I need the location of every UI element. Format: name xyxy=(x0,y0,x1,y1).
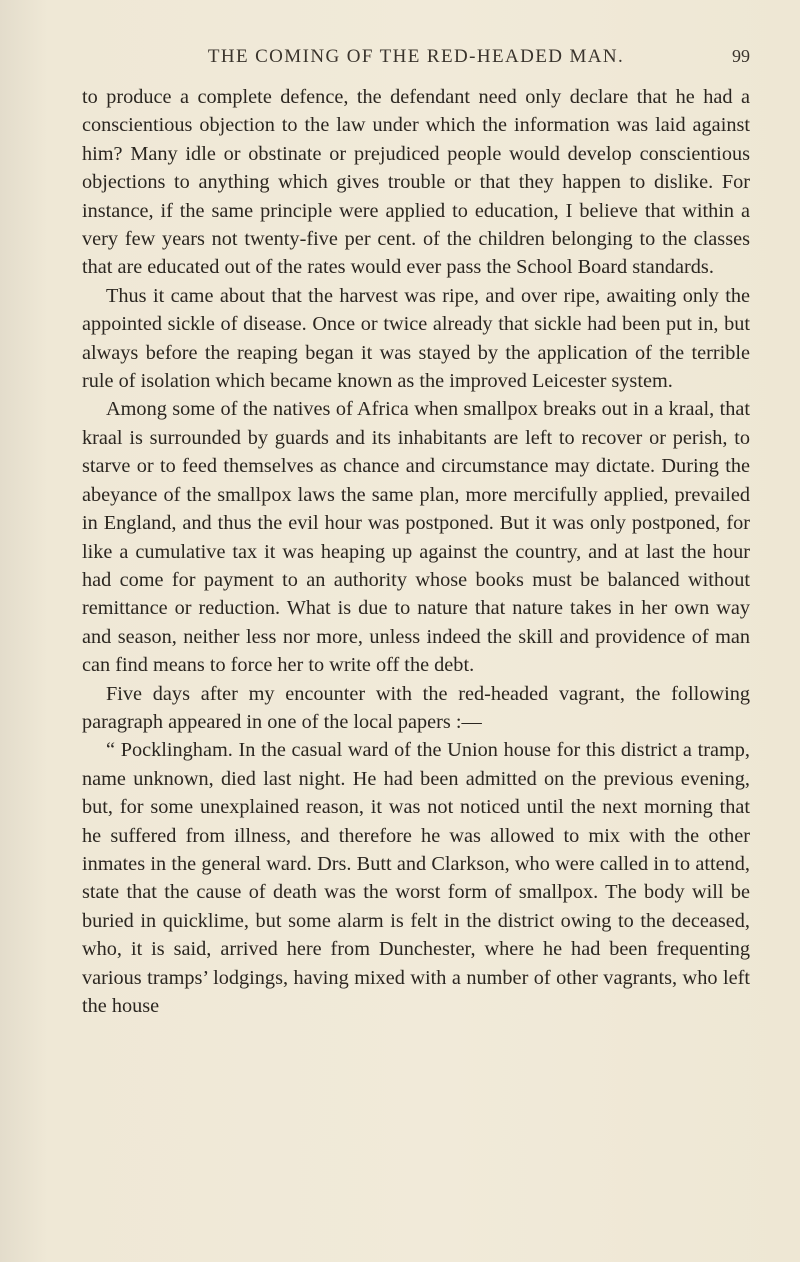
paragraph: Among some of the natives of Africa when smallpox breaks out in a kraal, that kraal is surrounded by guards and its inhabitants are left to recover or perish, to starve or to feed themselves as chance and circumstance may dictate. During the abeyance of the smallpox laws the same plan, more mercifully applied, prevailed in England, and thus the evil hour was postponed. But it was only postponed, for like a cumulative tax it was heaping up against the country, and at last the hour had come for payment to an authority whose books must be balanced without remittance or reduction. What is due to nature that nature takes in her own way and season, neither less nor more, unless indeed the skill and providence of man can find means to force her to write off the debt. xyxy=(82,398,750,677)
paragraph: to produce a complete defence, the defendant need only declare that he had a conscientious objection to the law under which the information was laid against him? Many idle or obstinate or prejudiced people would develop conscientious objections to anything which gives trouble or that they happen to dislike. For instance, if the same principle were applied to education, I believe that within a very few years not twenty-five per cent. of the children belonging to the classes that are educated out of the rates would ever pass the School Board standards. xyxy=(82,86,750,279)
running-head xyxy=(82,0,750,76)
quoted-paragraph: “ Pocklingham. In the casual ward of the Union house for this district a tramp, name unknown, died last night. He had been admitted on the previous evening, but, for some unexplained reason, it was not noticed until the next morning that he suffered from illness, and therefore he was allowed to mix with the other inmates in the general ward. Drs. Butt and Clarkson, who were called in to attend, state that the cause of death was the worst form of smallpox. The body will be buried in quicklime, but some alarm is felt in the district owing to the deceased, who, it is said, arrived here from Dunchester, where he had been frequenting various tramps’ lodgings, having mixed with a number of other vagrants, who left the house xyxy=(82,739,750,1017)
page-number: 99 xyxy=(732,46,750,66)
running-title: THE COMING OF THE RED-HEADED MAN. xyxy=(207,46,625,67)
body-text xyxy=(82,83,750,1020)
paragraph: Thus it came about that the harvest was ripe, and over ripe, awaiting only the appointed sickle of disease. Once or twice already that sickle had been put in, but always before the reaping began it was stayed by the application of the terrible rule of isolation which became known as the improved Leicester system. xyxy=(82,284,750,393)
paragraph: Five days after my encounter with the red-headed vagrant, the following paragraph appeared in one of the local papers :— xyxy=(82,682,750,733)
